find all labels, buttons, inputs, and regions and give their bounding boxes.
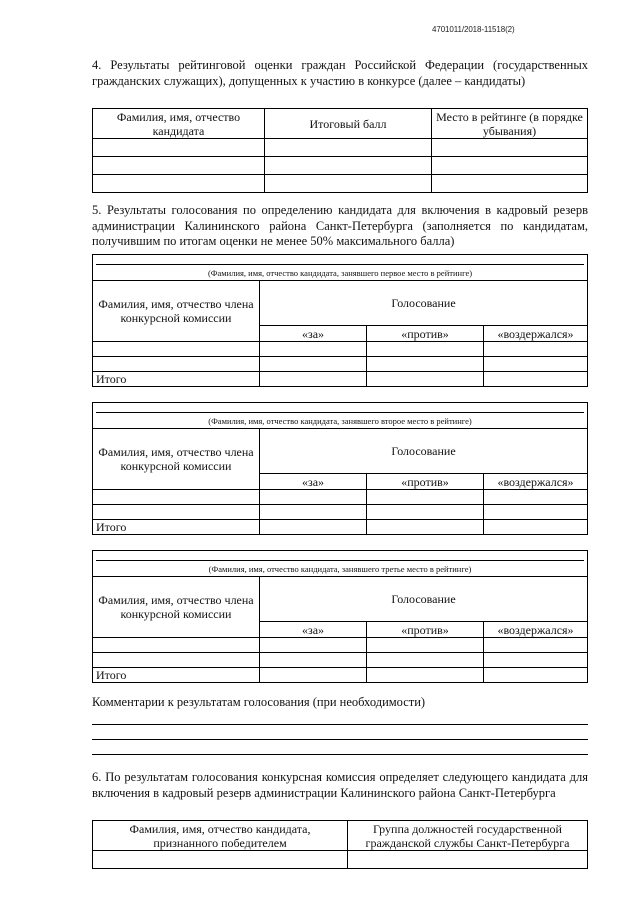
vote-against: «против» [367,474,484,490]
vote-abstain: «воздержался» [484,474,588,490]
vote-for: «за» [260,474,367,490]
comment-line [92,754,588,755]
candidate-caption: (Фамилия, имя, отчество кандидата, занявшего третье место в рейтинге) [93,551,588,577]
vote-for: «за» [260,622,367,638]
table-row [93,505,588,520]
table-row [93,157,588,175]
member-header: Фамилия, имя, отчество члена конкурсной комиссии [93,281,260,342]
document-number: 4701011/2018-11518(2) [432,25,515,34]
winner-table [92,820,588,869]
total-label: Итого [93,668,260,683]
total-row [93,372,588,387]
comment-line [92,739,588,740]
vote-table-first [92,254,588,387]
vote-against: «против» [367,622,484,638]
section-5-text: 5. Результаты голосования по определению кандидата для включения в кадровый резерв администрации Калининского района Санкт-Петербурга (заполняется по кандидатам, получившим по итогам оценки не менее 50% максимального балла) [92,203,588,248]
vote-against: «против» [367,326,484,342]
col-winner-name: Фамилия, имя, отчество кандидата, признанного победителем [93,821,348,851]
section-4-text: 4. Результаты рейтинговой оценки граждан Российской Федерации (государственных гражданских служащих), допущенных к участию в конкурсе (далее – кандидаты) [92,58,588,88]
table-row [93,357,588,372]
vote-table-third [92,550,588,683]
col-total-score: Итоговый балл [265,109,432,139]
col-rating-place: Место в рейтинге (в порядке убывания) [432,109,588,139]
table-row [93,653,588,668]
total-label: Итого [93,520,260,535]
total-label: Итого [93,372,260,387]
member-header: Фамилия, имя, отчество члена конкурсной комиссии [93,429,260,490]
voting-header: Голосование [260,577,588,622]
table-row [93,490,588,505]
table-row [93,175,588,193]
table-row [93,638,588,653]
table-row [93,342,588,357]
col-position-group: Группа должностей государственной гражданской службы Санкт-Петербурга [348,821,588,851]
vote-abstain: «воздержался» [484,622,588,638]
candidate-caption: (Фамилия, имя, отчество кандидата, занявшего первое место в рейтинге) [93,255,588,281]
total-row [93,520,588,535]
table-row [93,851,588,869]
voting-header: Голосование [260,281,588,326]
comment-line [92,724,588,725]
total-row [93,668,588,683]
section-6-text: 6. По результатам голосования конкурсная комиссия определяет следующего кандидата для включения в кадровый резерв администрации Калининского района Санкт-Петербурга [92,770,588,800]
vote-for: «за» [260,326,367,342]
vote-table-second [92,402,588,535]
vote-abstain: «воздержался» [484,326,588,342]
rating-table [92,108,588,193]
voting-header: Голосование [260,429,588,474]
col-candidate-name: Фамилия, имя, отчество кандидата [93,109,265,139]
comments-label: Комментарии к результатам голосования (при необходимости) [92,695,426,709]
candidate-caption: (Фамилия, имя, отчество кандидата, занявшего второе место в рейтинге) [93,403,588,429]
member-header: Фамилия, имя, отчество члена конкурсной комиссии [93,577,260,638]
table-row [93,139,588,157]
